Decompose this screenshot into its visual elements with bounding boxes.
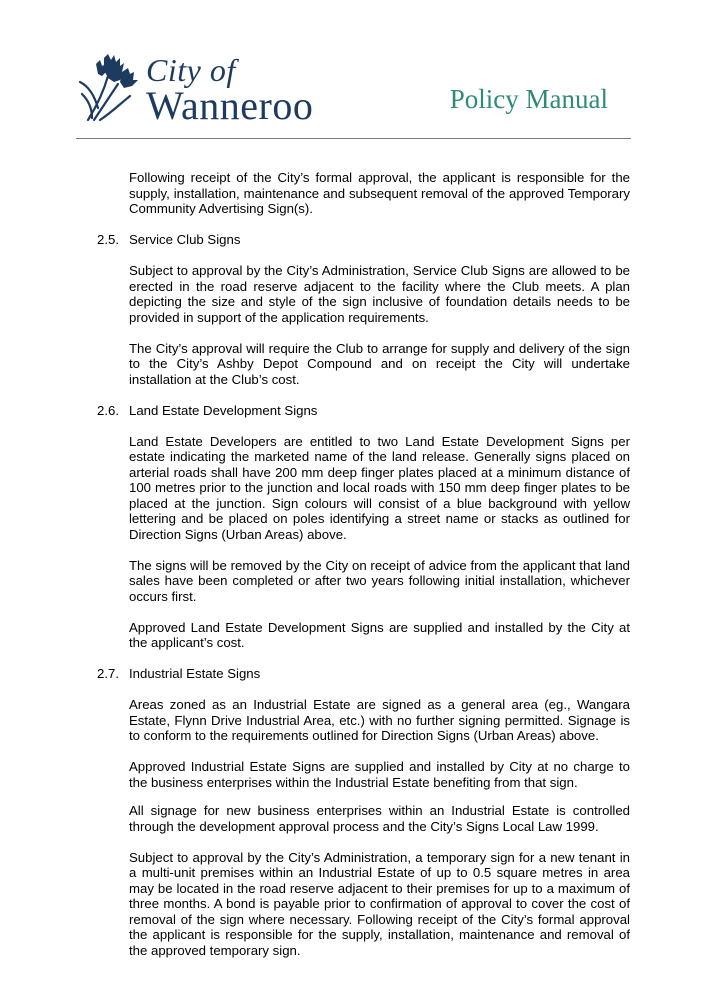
paragraph: Land Estate Developers are entitled to two Land Estate Development Signs per estate indicating the marketed name of the land release. Generally signs placed on arterial roads shall have 200 mm deep finger plates placed at a minimum distance of 100 metres prior to the junction and local roads with 150 mm deep finger plates to be placed at the junction. Sign colours will consist of a blue background with yellow lettering and be placed on poles identifying a street name or stacks as outlined for Direction Signs (Urban Areas) above. (129, 433, 630, 542)
document-body (0, 157, 706, 974)
header-divider (76, 138, 631, 139)
paragraph: Subject to approval by the City’s Administration, a temporary sign for a new tenant in a multi-unit premises within an Industrial Estate of up to 0.5 square metres in area may be located in the road reserve adjacent to their premises for up to a maximum of three months. A bond is payable prior to confirmation of approval to cover the cost of removal of the sign where necessary. Following receipt of the City’s formal approval the applicant is responsible for the supply, installation, maintenance and removal of the approved temporary sign. (129, 849, 630, 958)
section-heading-2-7 (97, 666, 706, 682)
section-number: 2.5. (97, 232, 119, 248)
paragraph: Following receipt of the City’s formal approval, the applicant is responsible for the supply, installation, maintenance and subsequent removal of the approved Temporary Community Advertising Sign(s). (129, 170, 630, 217)
logo-city-of-text: City of (146, 52, 236, 88)
section-title: Service Club Signs (129, 232, 241, 248)
city-logo (78, 52, 328, 132)
logo-wanneroo-text: Wanneroo (146, 83, 314, 128)
kangaroo-paw-icon (78, 54, 140, 122)
section-title: Industrial Estate Signs (129, 666, 261, 682)
section-number: 2.6. (97, 402, 119, 418)
paragraph: Subject to approval by the City’s Administration, Service Club Signs are allowed to be erected in the road reserve adjacent to the facility where the Club meets. A plan depicting the size and style of the sign inclusive of foundation details needs to be provided in support of the application requirements. (129, 263, 630, 325)
paragraph: The signs will be removed by the City on receipt of advice from the applicant that land sales have been completed or after two years following initial installation, whichever occurs first. (129, 557, 630, 604)
paragraph: The City’s approval will require the Club to arrange for supply and delivery of the sign to the City’s Ashby Depot Compound and on receipt the City will undertake installation at the Club’s cost. (129, 340, 630, 387)
paragraph: Areas zoned as an Industrial Estate are signed as a general area (eg., Wangara Estate, Flynn Drive Industrial Area, etc.) with no further signing permitted. Signage is to conform to the requirements outlined for Direction Signs (Urban Areas) above. (129, 697, 630, 744)
section-heading-2-6 (97, 403, 706, 419)
policy-manual-title: Policy Manual (449, 84, 608, 114)
section-number: 2.7. (97, 666, 119, 682)
paragraph: Approved Land Estate Development Signs are supplied and installed by the City at the applicant’s cost. (129, 619, 630, 651)
paragraph: All signage for new business enterprises within an Industrial Estate is controlled through the development approval process and the City’s Signs Local Law 1999. (129, 803, 630, 834)
section-heading-2-5 (97, 232, 706, 248)
page-header (0, 0, 706, 140)
paragraph: Approved Industrial Estate Signs are supplied and installed by City at no charge to the business enterprises within the Industrial Estate benefiting from that sign. (129, 759, 630, 790)
section-title: Land Estate Development Signs (129, 402, 318, 418)
